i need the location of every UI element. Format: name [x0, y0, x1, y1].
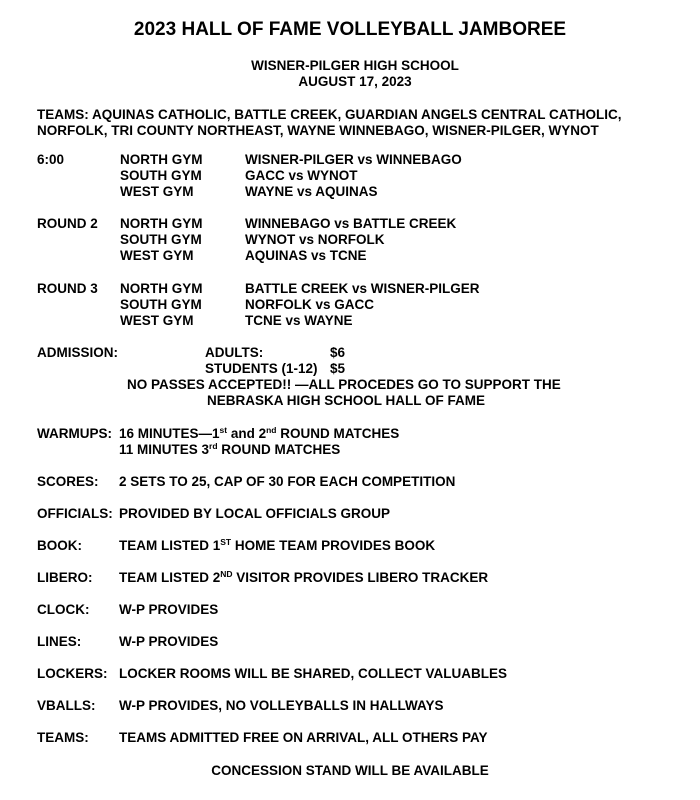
officials-label: OFFICIALS:	[37, 506, 113, 521]
text: 11 MINUTES 3	[119, 442, 210, 457]
text: VISITOR PROVIDES LIBERO TRACKER	[232, 570, 489, 585]
gym-name: WEST GYM	[120, 248, 194, 263]
adults-price: $6	[330, 345, 346, 360]
text: 16 MINUTES—1	[119, 426, 220, 441]
gym-name: NORTH GYM	[120, 281, 203, 296]
gym-name: SOUTH GYM	[120, 297, 202, 312]
ordinal: ST	[220, 537, 232, 547]
match-pairing: WYNOT vs NORFOLK	[245, 232, 385, 247]
event-date: AUGUST 17, 2023	[298, 74, 412, 89]
lockers-label: LOCKERS:	[37, 666, 108, 681]
book-label: BOOK:	[37, 538, 82, 553]
match-pairing: GACC vs WYNOT	[245, 168, 358, 183]
gym-name: WEST GYM	[120, 184, 194, 199]
book-value	[119, 538, 435, 554]
admission-label: ADMISSION:	[37, 345, 118, 360]
ordinal: rd	[209, 441, 218, 451]
gym-name: SOUTH GYM	[120, 232, 202, 247]
scores-label: SCORES:	[37, 474, 99, 489]
admission-note-1: NO PASSES ACCEPTED!! —ALL PROCEDES GO TO SUPPORT THE	[127, 377, 561, 392]
match-pairing: WINNEBAGO vs BATTLE CREEK	[245, 216, 457, 231]
text: TEAM LISTED 2	[119, 570, 221, 585]
match-pairing: AQUINAS vs TCNE	[245, 248, 367, 263]
teams-list-line-1: TEAMS: AQUINAS CATHOLIC, BATTLE CREEK, GUARDIAN ANGELS CENTRAL CATHOLIC,	[37, 107, 622, 122]
libero-value	[119, 570, 488, 586]
teams-list-line-2: NORFOLK, TRI COUNTY NORTHEAST, WAYNE WINNEBAGO, WISNER-PILGER, WYNOT	[37, 123, 599, 138]
document-title: 2023 HALL OF FAME VOLLEYBALL JAMBOREE	[133, 19, 567, 40]
text: ROUND MATCHES	[217, 442, 341, 457]
scores-value: 2 SETS TO 25, CAP OF 30 FOR EACH COMPETITION	[119, 474, 456, 489]
officials-value: PROVIDED BY LOCAL OFFICIALS GROUP	[119, 506, 391, 521]
teams-admit-label: TEAMS:	[37, 730, 89, 745]
vballs-value: W-P PROVIDES, NO VOLLEYBALLS IN HALLWAYS	[119, 698, 444, 713]
school-name: WISNER-PILGER HIGH SCHOOL	[251, 58, 459, 73]
teams-admit-value: TEAMS ADMITTED FREE ON ARRIVAL, ALL OTHERS PAY	[119, 730, 488, 745]
vballs-label: VBALLS:	[37, 698, 96, 713]
match-pairing: BATTLE CREEK vs WISNER-PILGER	[245, 281, 480, 296]
gym-name: NORTH GYM	[120, 216, 203, 231]
warmups-line-1	[119, 426, 399, 442]
round-label: ROUND 3	[37, 281, 98, 296]
concession-note: CONCESSION STAND WILL BE AVAILABLE	[211, 763, 489, 778]
text: TEAM LISTED 1	[119, 538, 221, 553]
lockers-value: LOCKER ROOMS WILL BE SHARED, COLLECT VALUABLES	[119, 666, 507, 681]
ordinal: st	[219, 425, 228, 435]
ordinal: nd	[266, 425, 277, 435]
lines-label: LINES:	[37, 634, 82, 649]
students-price: $5	[330, 361, 346, 376]
students-label: STUDENTS (1-12)	[205, 361, 318, 376]
match-pairing: WISNER-PILGER vs WINNEBAGO	[245, 152, 462, 167]
clock-label: CLOCK:	[37, 602, 90, 617]
text: and 2	[227, 426, 267, 441]
admission-note-2: NEBRASKA HIGH SCHOOL HALL OF FAME	[207, 393, 486, 408]
gym-name: SOUTH GYM	[120, 168, 202, 183]
warmups-line-2	[119, 442, 340, 458]
match-pairing: TCNE vs WAYNE	[245, 313, 353, 328]
adults-label: ADULTS:	[205, 345, 264, 360]
round-label: ROUND 2	[37, 216, 98, 231]
lines-value: W-P PROVIDES	[119, 634, 219, 649]
libero-label: LIBERO:	[37, 570, 93, 585]
match-pairing: WAYNE vs AQUINAS	[245, 184, 378, 199]
gym-name: WEST GYM	[120, 313, 194, 328]
warmups-label: WARMUPS:	[37, 426, 112, 441]
gym-name: NORTH GYM	[120, 152, 203, 167]
clock-value: W-P PROVIDES	[119, 602, 219, 617]
ordinal: ND	[220, 569, 233, 579]
text: HOME TEAM PROVIDES BOOK	[231, 538, 436, 553]
match-pairing: NORFOLK vs GACC	[245, 297, 375, 312]
round-label: 6:00	[37, 152, 65, 167]
text: ROUND MATCHES	[276, 426, 400, 441]
